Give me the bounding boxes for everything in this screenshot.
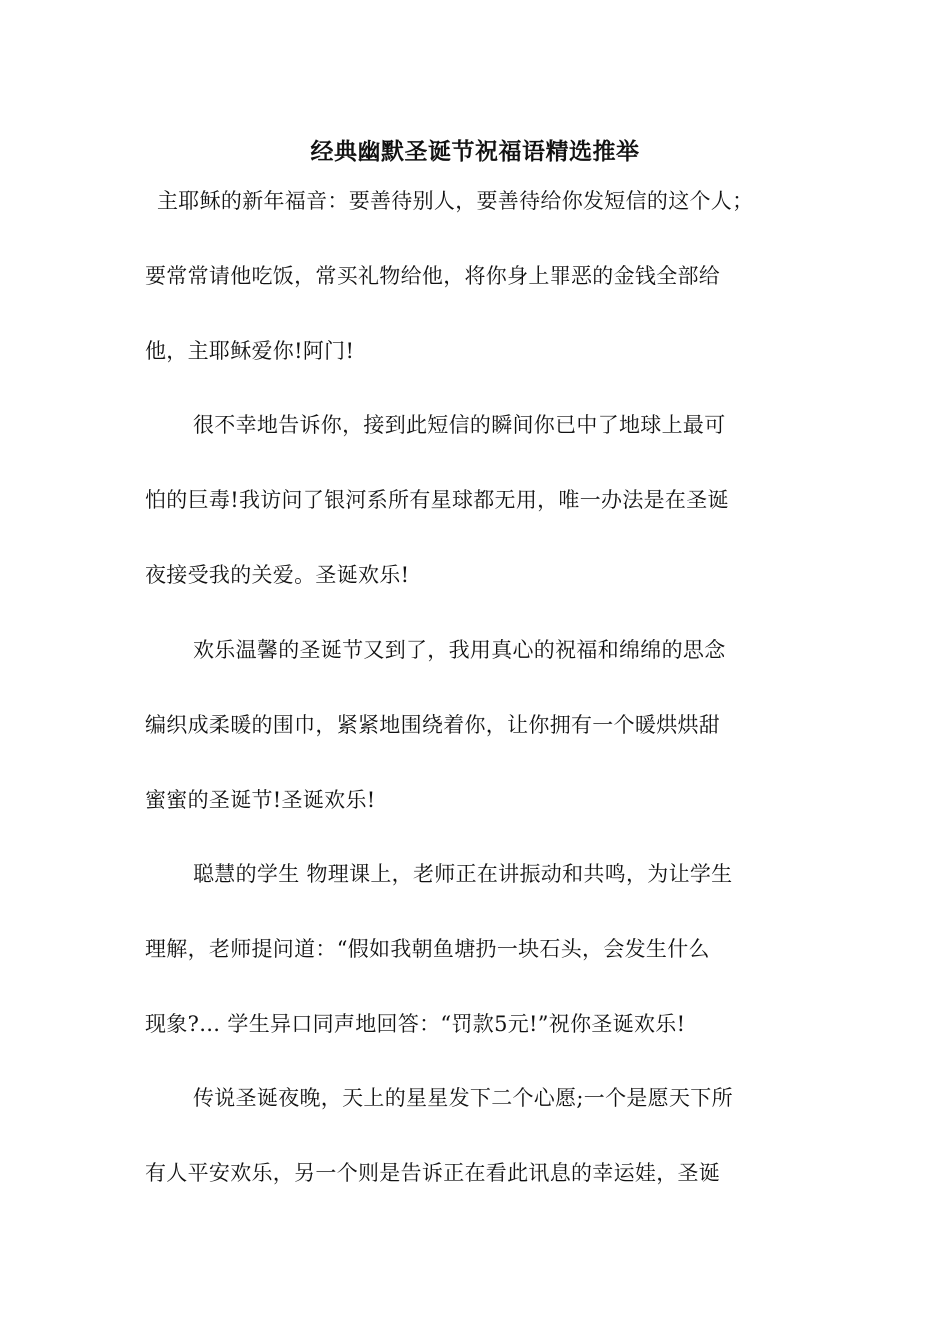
paragraph-line: 怕的巨毒!我访问了银河系所有星球都无用，唯一办法是在圣诞 <box>145 488 729 512</box>
paragraph-line: 现象?… 学生异口同声地回答：“罚款5元!”祝你圣诞欢乐! <box>145 1012 686 1036</box>
paragraph-line: 主耶稣的新年福音：要善待别人，要善待给你发短信的这个人； <box>157 189 754 213</box>
paragraph-line: 很不幸地告诉你，接到此短信的瞬间你已中了地球上最可 <box>193 413 726 437</box>
paragraph-line: 编织成柔暖的围巾，紧紧地围绕着你，让你拥有一个暖烘烘甜 <box>145 713 721 737</box>
paragraph-line: 他，主耶稣爱你!阿门! <box>145 339 355 363</box>
paragraph-line: 理解，老师提问道：“假如我朝鱼塘扔一块石头，会发生什么 <box>145 937 710 961</box>
page-title: 经典幽默圣诞节祝福语精选推举 <box>310 139 640 165</box>
paragraph-line: 聪慧的学生 物理课上，老师正在讲振动和共鸣，为让学生 <box>193 862 733 886</box>
paragraph-line: 欢乐温馨的圣诞节又到了，我用真心的祝福和绵绵的思念 <box>193 638 726 662</box>
paragraph-line: 蜜蜜的圣诞节!圣诞欢乐! <box>145 788 376 812</box>
paragraph-line: 夜接受我的关爱。圣诞欢乐! <box>145 563 410 587</box>
paragraph-line: 传说圣诞夜晚，天上的星星发下二个心愿;一个是愿天下所 <box>193 1086 733 1110</box>
paragraph-line: 有人平安欢乐，另一个则是告诉正在看此讯息的幸运娃，圣诞 <box>145 1161 721 1185</box>
paragraph-line: 要常常请他吃饭，常买礼物给他，将你身上罪恶的金钱全部给 <box>145 264 721 288</box>
